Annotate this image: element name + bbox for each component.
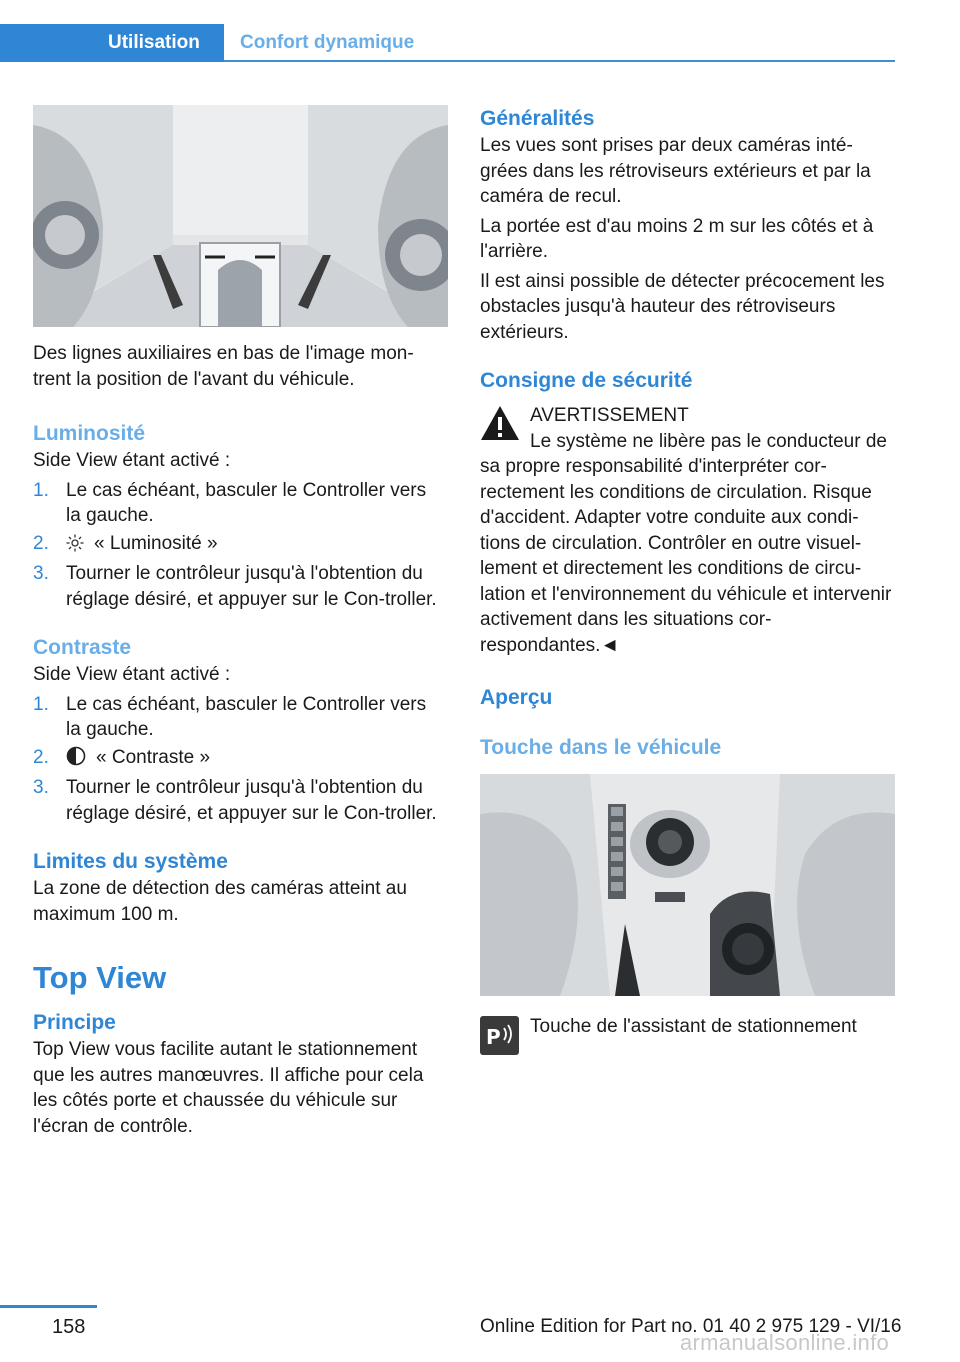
- limites-text: La zone de détection des caméras atteint au maximum 100 m.: [33, 878, 407, 925]
- illustration-caption: Des lignes auxiliaires en bas de l'image mon-trent la position de l'avant du véhicule.: [33, 343, 414, 390]
- heading-limites: Limites du système: [33, 850, 228, 873]
- list-item: 1. Le cas échéant, basculer le Controller vers la gauche.: [33, 479, 427, 526]
- tab-confort-dynamique[interactable]: Confort dynamique: [240, 32, 415, 53]
- contrast-icon: [66, 746, 86, 774]
- right-column: [480, 105, 895, 1049]
- heading-contraste: Contraste: [33, 636, 132, 659]
- list-item: 1. Le cas échéant, basculer le Controller vers la gauche.: [33, 693, 427, 740]
- heading-generalites: Généralités: [480, 107, 595, 130]
- generalites-p1: Les vues sont prises par deux caméras inté-grées dans les rétroviseurs extérieurs et par la caméra de recul.: [480, 135, 871, 207]
- generalites-p3: Il est ainsi possible de détecter précocement les obstacles jusqu'à hauteur des rétroviseurs extérieurs.: [480, 270, 885, 343]
- left-column: [33, 105, 445, 1139]
- chapter-header: [0, 24, 895, 62]
- contraste-intro: Side View étant activé :: [33, 664, 231, 685]
- edition-info: Online Edition for Part no. 01 40 2 975 129 - VI/16: [480, 1316, 902, 1337]
- heading-principe: Principe: [33, 1011, 116, 1034]
- generalites-p2: La portée est d'au moins 2 m sur les côtés et à l'arrière.: [480, 215, 874, 262]
- svg-text:P: P: [486, 1025, 501, 1049]
- warning-title: AVERTISSEMENT: [530, 405, 689, 426]
- heading-consigne-securite: Consigne de sécurité: [480, 369, 693, 392]
- heading-touche-vehicule: Touche dans le véhicule: [480, 736, 722, 759]
- tab-utilisation[interactable]: Utilisation: [0, 24, 224, 62]
- list-item: 3. Tourner le contrôleur jusqu'à l'obtention du réglage désiré, et appuyer sur le Con-troller.: [33, 563, 437, 610]
- warning-triangle-icon: [480, 405, 520, 446]
- parking-button-legend: [480, 1014, 895, 1049]
- list-item: 2. « Luminosité »: [33, 531, 445, 560]
- console-photo: [480, 774, 895, 996]
- parking-assistant-button-icon: [480, 1016, 519, 1055]
- footer-rule: [0, 1305, 97, 1308]
- brightness-icon: [66, 534, 84, 560]
- luminosite-intro: Side View étant activé :: [33, 450, 231, 471]
- side-view-illustration: [33, 105, 448, 327]
- heading-luminosite: Luminosité: [33, 422, 146, 445]
- page-number: 158: [52, 1316, 86, 1338]
- list-item: 3. Tourner le contrôleur jusqu'à l'obtention du réglage désiré, et appuyer sur le Con-troller.: [33, 777, 437, 824]
- list-item: 2. « Contraste »: [33, 745, 445, 774]
- heading-apercu: Aperçu: [480, 686, 553, 709]
- warning-block: [480, 403, 895, 658]
- watermark: armanualsonline.info: [680, 1330, 890, 1355]
- luminosite-steps: [33, 478, 445, 613]
- heading-top-view: Top View: [33, 960, 167, 995]
- principe-text: Top View vous facilite autant le stationnement que les autres manœuvres. Il affiche pour cela les côtés porte et chaussée du véhicule sur l'écran de contrôle.: [33, 1039, 424, 1137]
- parking-button-caption: Touche de l'assistant de stationnement: [530, 1016, 857, 1037]
- contraste-steps: [33, 692, 445, 827]
- warning-body: Le système ne libère pas le conducteur de sa propre responsabilité d'interpréter cor-rectement les conditions de circulation. Risque d'accident. Adapter votre conduite aux condi-tions de circulation. Contrôler en outre visuel-lement et directement les conditions de circu-lation et l'environnement du véhicule et intervenir activement dans les situations cor-respondantes.◄: [480, 430, 892, 656]
